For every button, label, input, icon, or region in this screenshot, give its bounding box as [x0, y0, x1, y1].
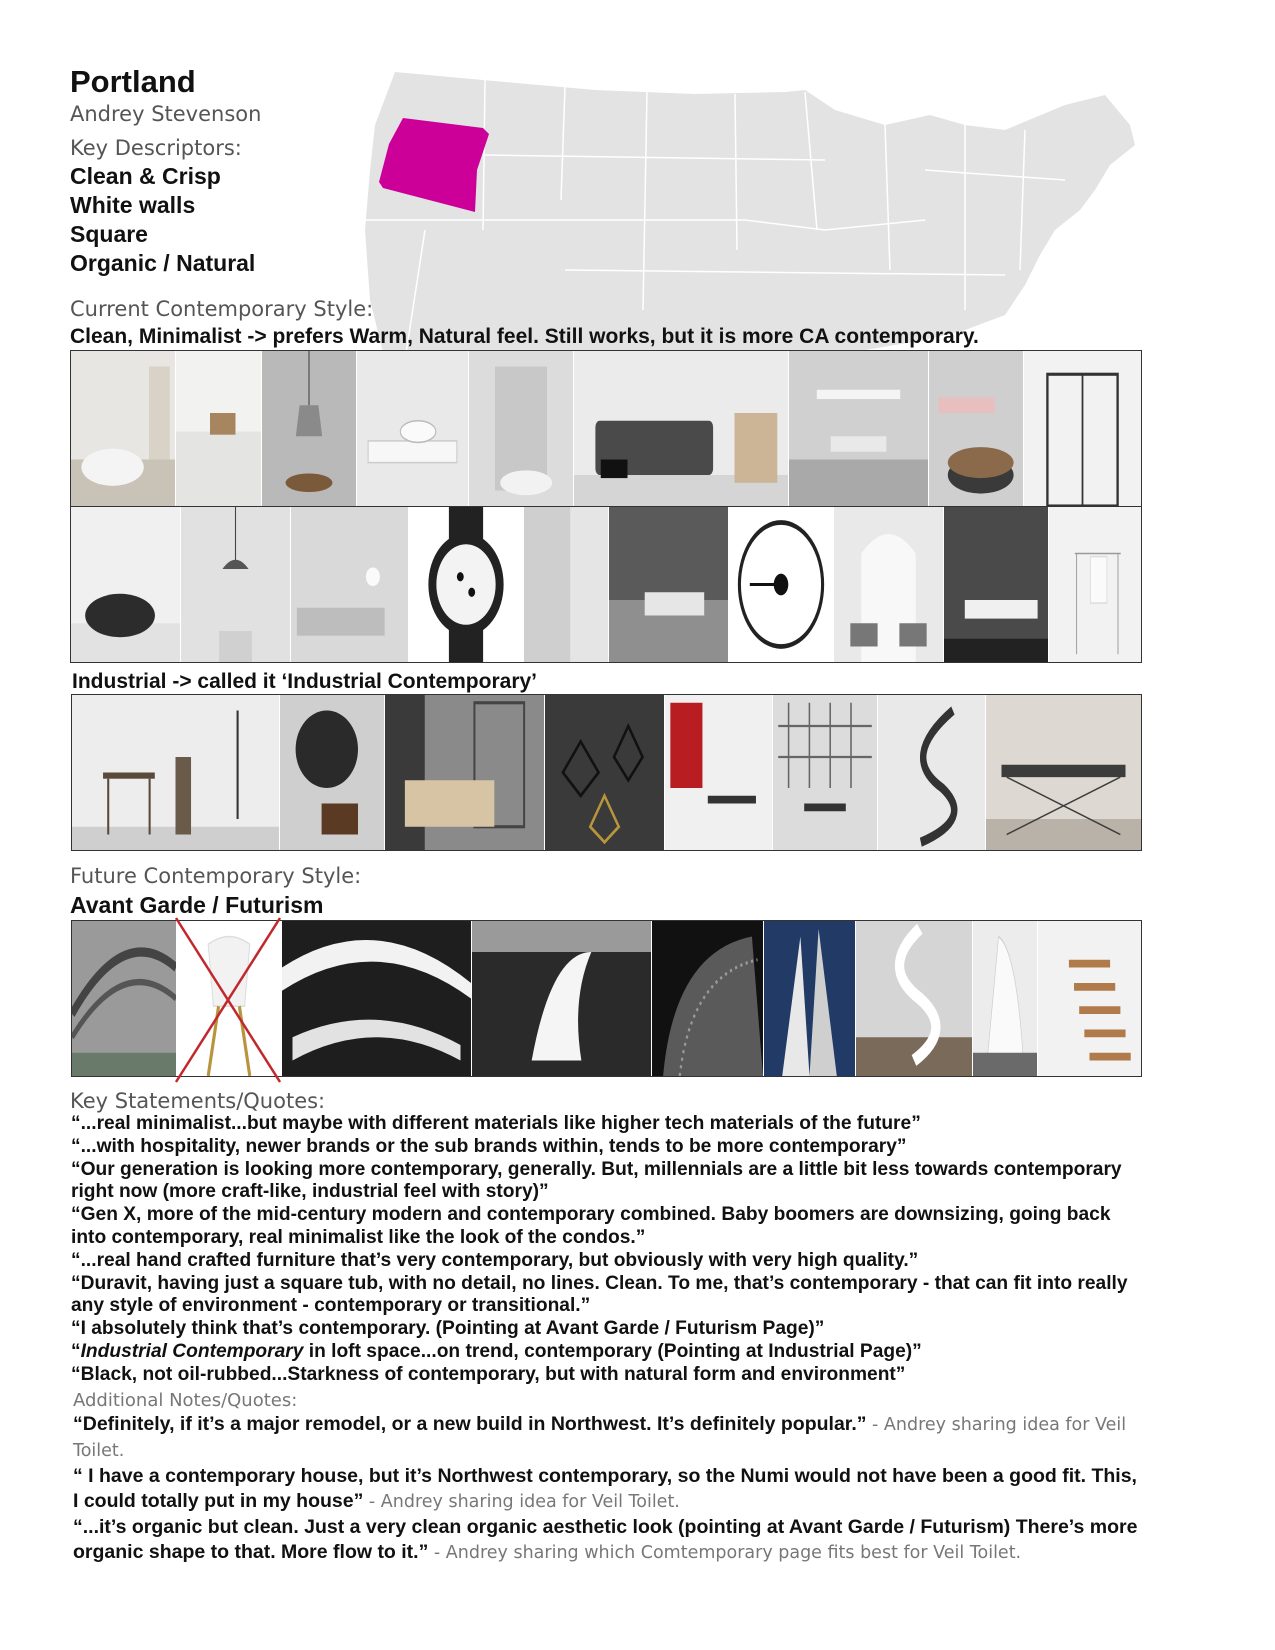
gallery-image [280, 695, 385, 850]
note-item: “ I have a contemporary house, but it’s Northwest contemporary, so the Numi would not have been a good fit. This, I could totally put in my house” - Andrey sharing idea for Veil Toilet. [73, 1465, 1137, 1512]
quote-item: “Our generation is looking more contemporary, generally. But, millennials are a little bit less towards contemporary right now (more craft-like, industrial feel with story)” [71, 1158, 1122, 1203]
crossed-out-mark [172, 914, 284, 1086]
quote-item: “Black, not oil-rubbed...Starkness of contemporary, but with natural form and environment” [71, 1363, 906, 1385]
gallery-image [1024, 351, 1141, 506]
gallery-image [469, 351, 574, 506]
gallery-image [176, 351, 262, 506]
notes-label: Additional Notes/Quotes: [73, 1390, 298, 1411]
gallery-image [973, 921, 1038, 1076]
city-title: Portland [70, 64, 196, 99]
gallery-image [72, 695, 280, 850]
industrial-gallery [71, 694, 1142, 851]
note-attribution: - Andrey sharing idea for Veil Toilet. [73, 1415, 1127, 1461]
quote-item-industrial: “Industrial Contemporary in loft space...on trend, contemporary (Pointing at Industrial Page)” [71, 1340, 922, 1362]
gallery-image [472, 921, 652, 1076]
quote-item: “Duravit, having just a square tub, with no detail, no lines. Clean. To me, that’s contemporary - that can fit into really any style of environment - contemporary or transitional.” [71, 1272, 1128, 1317]
gallery-image [856, 921, 973, 1076]
us-map-land [365, 72, 1135, 360]
gallery-image [574, 351, 789, 506]
future-style-label: Future Contemporary Style: [70, 864, 362, 888]
current-style-label: Current Contemporary Style: [70, 297, 374, 321]
gallery-image [409, 507, 524, 662]
person-name: Andrey Stevenson [70, 102, 262, 126]
gallery-image [545, 695, 665, 850]
industrial-contemporary-emphasis: Industrial Contemporary [80, 1340, 304, 1362]
gallery-image [729, 507, 834, 662]
descriptor-item: White walls [70, 192, 196, 218]
gallery-image [878, 695, 986, 850]
gallery-image [357, 351, 469, 506]
descriptor-item: Clean & Crisp [70, 163, 221, 189]
quote-item: “I absolutely think that’s contemporary. (Pointing at Avant Garde / Futurism Page)” [71, 1318, 825, 1340]
note-attribution: - Andrey sharing idea for Veil Toilet. [363, 1492, 680, 1512]
quote-item: “...real minimalist...but maybe with different materials like higher tech materials of the future” [71, 1113, 921, 1134]
future-style-statement: Avant Garde / Futurism [70, 892, 324, 918]
gallery-image [764, 921, 856, 1076]
gallery-image [609, 507, 729, 662]
current-gallery-row-2 [70, 506, 1142, 663]
notes-list [73, 1412, 1143, 1566]
descriptors-label: Key Descriptors: [70, 136, 242, 160]
gallery-image [524, 507, 609, 662]
gallery-image [1049, 507, 1141, 662]
gallery-image [291, 507, 409, 662]
gallery-image [665, 695, 773, 850]
industrial-statement: Industrial -> called it ‘Industrial Contemporary’ [72, 670, 538, 693]
gallery-image [834, 507, 944, 662]
gallery-image [262, 351, 357, 506]
gallery-image [929, 351, 1024, 506]
gallery-image [71, 507, 181, 662]
gallery-image [1038, 921, 1141, 1076]
quotes-label: Key Statements/Quotes: [70, 1089, 326, 1113]
quote-item: “...real hand crafted furniture that’s very contemporary, but obviously with very high quality.” [71, 1249, 919, 1271]
gallery-image [71, 351, 176, 506]
quote-item: “...with hospitality, newer brands or the sub brands within, tends to be more contemporary” [71, 1135, 907, 1157]
gallery-image [652, 921, 764, 1076]
gallery-image [944, 507, 1049, 662]
us-map [365, 70, 1155, 360]
gallery-image [282, 921, 472, 1076]
quotes-list [71, 1113, 1136, 1387]
note-item: “...it’s organic but clean. Just a very clean organic aesthetic look (pointing at Avant Garde / Futurism) There’s more organic shape to that. More flow to it.” - Andrey sharing which Comtemporary page fits best for Veil Toilet. [73, 1516, 1138, 1563]
gallery-image [72, 921, 177, 1076]
quote-item: “Gen X, more of the mid-century modern and contemporary combined. Baby boomers are downsizing, going back into contemporary, real minimalist like the look of the condos.” [71, 1204, 1111, 1248]
descriptor-item: Square [70, 221, 148, 247]
descriptor-item: Organic / Natural [70, 250, 256, 276]
gallery-image [181, 507, 291, 662]
gallery-image [385, 695, 545, 850]
gallery-image [789, 351, 929, 506]
current-style-statement: Clean, Minimalist -> prefers Warm, Natural feel. Still works, but it is more CA contemporary. [70, 325, 979, 348]
note-item: “Definitely, if it’s a major remodel, or a new build in Northwest. It’s definitely popular.” - Andrey sharing idea for Veil Toilet. [73, 1413, 1127, 1461]
gallery-image [986, 695, 1141, 850]
note-attribution: - Andrey sharing which Comtemporary page fits best for Veil Toilet. [428, 1543, 1022, 1563]
current-gallery-row-1 [70, 350, 1142, 507]
gallery-image [773, 695, 878, 850]
